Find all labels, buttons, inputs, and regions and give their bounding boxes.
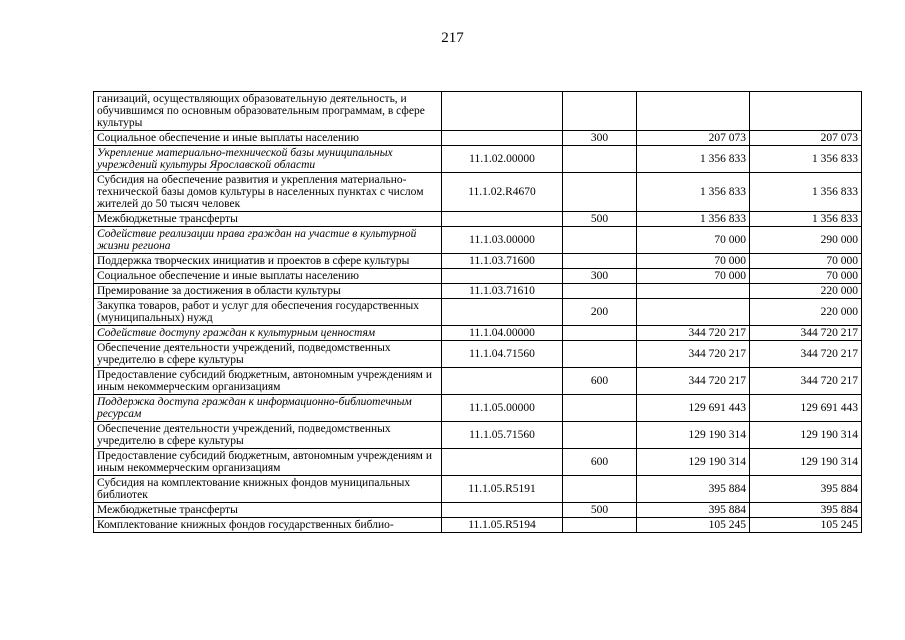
row-amount-2-cell: 129 691 443 <box>750 395 862 422</box>
row-expense-type-cell <box>563 173 637 212</box>
row-expense-type-cell <box>563 326 637 341</box>
row-name-cell: ганизаций, осуществляющих образовательную деятельность, и обучившимся по основным образовательным программам, в сфере культуры <box>94 92 442 131</box>
row-name-cell: Поддержка доступа граждан к информационно-библиотечным ресурсам <box>94 395 442 422</box>
row-expense-type-cell: 300 <box>563 131 637 146</box>
row-expense-type-cell <box>563 422 637 449</box>
table-row <box>94 92 862 131</box>
row-amount-2-cell: 395 884 <box>750 476 862 503</box>
row-amount-1-cell: 1 356 833 <box>637 212 750 227</box>
table-row <box>94 212 862 227</box>
row-amount-1-cell: 1 356 833 <box>637 146 750 173</box>
row-name-cell: Обеспечение деятельности учреждений, подведомственных учредителю в сфере культуры <box>94 422 442 449</box>
row-name-cell: Предоставление субсидий бюджетным, автономным учреждениям и иным некоммерческим организациям <box>94 368 442 395</box>
row-code-cell <box>442 368 563 395</box>
row-code-cell: 11.1.03.71610 <box>442 284 563 299</box>
row-amount-2-cell: 105 245 <box>750 518 862 533</box>
row-expense-type-cell: 600 <box>563 368 637 395</box>
row-code-cell: 11.1.05.R5191 <box>442 476 563 503</box>
table-row <box>94 131 862 146</box>
row-amount-1-cell <box>637 284 750 299</box>
row-amount-2-cell <box>750 92 862 131</box>
row-amount-2-cell: 207 073 <box>750 131 862 146</box>
row-expense-type-cell <box>563 341 637 368</box>
row-code-cell: 11.1.05.R5194 <box>442 518 563 533</box>
row-amount-2-cell: 220 000 <box>750 284 862 299</box>
row-code-cell: 11.1.02.00000 <box>442 146 563 173</box>
row-expense-type-cell <box>563 254 637 269</box>
row-expense-type-cell: 300 <box>563 269 637 284</box>
row-name-cell: Закупка товаров, работ и услуг для обеспечения государственных (муниципальных) нужд <box>94 299 442 326</box>
row-amount-1-cell: 105 245 <box>637 518 750 533</box>
row-code-cell <box>442 212 563 227</box>
row-code-cell <box>442 131 563 146</box>
table-row <box>94 299 862 326</box>
row-amount-2-cell: 70 000 <box>750 269 862 284</box>
row-code-cell <box>442 503 563 518</box>
row-expense-type-cell <box>563 146 637 173</box>
row-amount-1-cell: 70 000 <box>637 227 750 254</box>
row-name-cell: Межбюджетные трансферты <box>94 503 442 518</box>
row-name-cell: Предоставление субсидий бюджетным, автономным учреждениям и иным некоммерческим организациям <box>94 449 442 476</box>
row-amount-2-cell: 129 190 314 <box>750 449 862 476</box>
row-code-cell: 11.1.05.71560 <box>442 422 563 449</box>
table-row <box>94 395 862 422</box>
row-amount-2-cell: 129 190 314 <box>750 422 862 449</box>
row-amount-2-cell: 70 000 <box>750 254 862 269</box>
row-code-cell <box>442 299 563 326</box>
row-amount-1-cell: 70 000 <box>637 269 750 284</box>
row-code-cell: 11.1.02.R4670 <box>442 173 563 212</box>
row-code-cell <box>442 269 563 284</box>
row-amount-2-cell: 1 356 833 <box>750 146 862 173</box>
budget-table <box>93 91 862 533</box>
row-name-cell: Укрепление материально-технической базы муниципальных учреждений культуры Ярославской области <box>94 146 442 173</box>
row-amount-1-cell: 129 190 314 <box>637 449 750 476</box>
table-row <box>94 518 862 533</box>
row-amount-2-cell: 1 356 833 <box>750 212 862 227</box>
row-amount-1-cell: 70 000 <box>637 254 750 269</box>
row-amount-1-cell <box>637 299 750 326</box>
row-expense-type-cell: 500 <box>563 503 637 518</box>
row-amount-1-cell: 1 356 833 <box>637 173 750 212</box>
row-code-cell <box>442 92 563 131</box>
table-row <box>94 368 862 395</box>
row-name-cell: Обеспечение деятельности учреждений, подведомственных учредителю в сфере культуры <box>94 341 442 368</box>
table-row <box>94 284 862 299</box>
row-amount-1-cell: 395 884 <box>637 503 750 518</box>
table-row <box>94 503 862 518</box>
budget-table-body <box>94 92 862 533</box>
row-amount-2-cell: 395 884 <box>750 503 862 518</box>
table-row <box>94 476 862 503</box>
row-name-cell: Премирование за достижения в области культуры <box>94 284 442 299</box>
row-code-cell: 11.1.03.71600 <box>442 254 563 269</box>
row-name-cell: Социальное обеспечение и иные выплаты населению <box>94 269 442 284</box>
table-row <box>94 227 862 254</box>
row-code-cell: 11.1.04.00000 <box>442 326 563 341</box>
row-expense-type-cell <box>563 395 637 422</box>
row-expense-type-cell <box>563 92 637 131</box>
row-expense-type-cell: 200 <box>563 299 637 326</box>
row-expense-type-cell: 500 <box>563 212 637 227</box>
row-amount-1-cell: 344 720 217 <box>637 326 750 341</box>
row-code-cell: 11.1.04.71560 <box>442 341 563 368</box>
table-row <box>94 146 862 173</box>
row-expense-type-cell: 600 <box>563 449 637 476</box>
row-amount-1-cell: 129 691 443 <box>637 395 750 422</box>
table-row <box>94 254 862 269</box>
row-amount-2-cell: 290 000 <box>750 227 862 254</box>
row-name-cell: Субсидия на комплектование книжных фондов муниципальных библиотек <box>94 476 442 503</box>
table-row <box>94 326 862 341</box>
row-name-cell: Поддержка творческих инициатив и проектов в сфере культуры <box>94 254 442 269</box>
row-amount-1-cell: 344 720 217 <box>637 368 750 395</box>
row-expense-type-cell <box>563 227 637 254</box>
page-number: 217 <box>441 30 464 46</box>
table-row <box>94 341 862 368</box>
row-amount-1-cell <box>637 92 750 131</box>
row-expense-type-cell <box>563 518 637 533</box>
table-row <box>94 422 862 449</box>
row-amount-2-cell: 1 356 833 <box>750 173 862 212</box>
row-amount-2-cell: 344 720 217 <box>750 341 862 368</box>
row-amount-2-cell: 344 720 217 <box>750 326 862 341</box>
row-amount-2-cell: 344 720 217 <box>750 368 862 395</box>
row-name-cell: Комплектование книжных фондов государственных библио- <box>94 518 442 533</box>
row-amount-1-cell: 129 190 314 <box>637 422 750 449</box>
row-name-cell: Межбюджетные трансферты <box>94 212 442 227</box>
row-name-cell: Субсидия на обеспечение развития и укрепления материально-технической базы домов культуры в населенных пунктах с числом жителей до 50 тысяч человек <box>94 173 442 212</box>
row-code-cell <box>442 449 563 476</box>
row-name-cell: Содействие реализации права граждан на участие в культурной жизни региона <box>94 227 442 254</box>
row-code-cell: 11.1.05.00000 <box>442 395 563 422</box>
row-amount-1-cell: 344 720 217 <box>637 341 750 368</box>
table-row <box>94 269 862 284</box>
row-expense-type-cell <box>563 284 637 299</box>
row-amount-1-cell: 207 073 <box>637 131 750 146</box>
row-name-cell: Содействие доступу граждан к культурным ценностям <box>94 326 442 341</box>
row-name-cell: Социальное обеспечение и иные выплаты населению <box>94 131 442 146</box>
table-row <box>94 449 862 476</box>
row-code-cell: 11.1.03.00000 <box>442 227 563 254</box>
row-expense-type-cell <box>563 476 637 503</box>
row-amount-2-cell: 220 000 <box>750 299 862 326</box>
table-row <box>94 173 862 212</box>
row-amount-1-cell: 395 884 <box>637 476 750 503</box>
